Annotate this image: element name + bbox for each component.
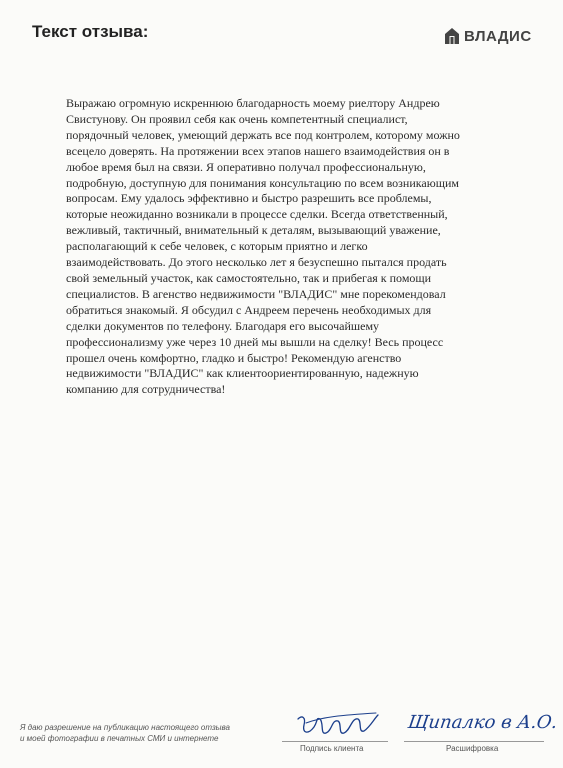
- review-line: Выражаю огромную искреннюю благодарность моему риелтору Андрею: [66, 96, 440, 110]
- review-line: любое время был на связи. Я оперативно получал профессиональную,: [66, 159, 426, 174]
- review-line: компанию для сотрудничества!: [66, 382, 226, 397]
- review-line: порядочный человек, умеющий держать все под контролем, которому можно: [66, 127, 460, 142]
- review-line: профессионализму уже через 10 дней мы вышли на сделку! Весь процесс: [66, 334, 444, 349]
- review-line: подробную, доступную для понимания консультацию по всем возникающим: [66, 175, 459, 190]
- review-line: располагающий к себе человек, с которым приятно и легко: [66, 239, 368, 254]
- brand-logo: [444, 24, 554, 48]
- consent-line: Я даю разрешение на публикацию настоящего отзыва: [20, 723, 230, 732]
- decoding-label: Расшифровка: [446, 744, 499, 753]
- consent-line: и моей фотографии в печатных СМИ и интернете: [20, 734, 219, 743]
- review-line: свой земельный участок, как самостоятельно, так и прибегая к помощи: [66, 270, 432, 285]
- review-line: обратиться знакомый. Я обсудил с Андреем перечень необходимых для: [66, 302, 432, 317]
- review-line: специалистов. В агенство недвижимости "ВЛАДИС" мне порекомендовал: [66, 286, 446, 301]
- client-signature: [292, 705, 382, 745]
- review-line: вежливый, тактичный, внимательный к деталям, вызывающий уважение,: [66, 223, 441, 238]
- house-icon: [444, 27, 460, 45]
- review-line: недвижимости "ВЛАДИС" как клиентоориентированную, надежную: [66, 366, 419, 381]
- signature-line: [282, 741, 388, 742]
- header-title: Текст отзыва:: [32, 22, 149, 41]
- review-line: взаимодействовать. До этого несколько лет я безуспешно пытался продать: [66, 255, 447, 270]
- publication-consent: [20, 722, 285, 744]
- logo-text: ВЛАДИС: [464, 27, 532, 45]
- decoding-value: Щипалко в А.О.: [406, 712, 559, 733]
- review-line: которые неожиданно возникали в процессе сделки. Всегда ответственный,: [66, 207, 448, 222]
- review-line: прошел очень комфортно, гладко и быстро! Рекомендую агенство: [66, 350, 402, 365]
- review-line: Свистунову. Он проявил себя как очень компетентный специалист,: [66, 111, 408, 126]
- review-line: вопросам. Ему удалось эффективно и быстро разрешить все проблемы,: [66, 191, 432, 206]
- review-line: всецело доверять. На протяжении всех этапов нашего взаимодействия он в: [66, 143, 450, 158]
- decoding-line: [404, 741, 544, 742]
- signature-label: Подпись клиента: [300, 744, 364, 753]
- review-line: сделки документов по телефону. Благодаря его высочайшему: [66, 318, 380, 333]
- review-text: [66, 96, 498, 398]
